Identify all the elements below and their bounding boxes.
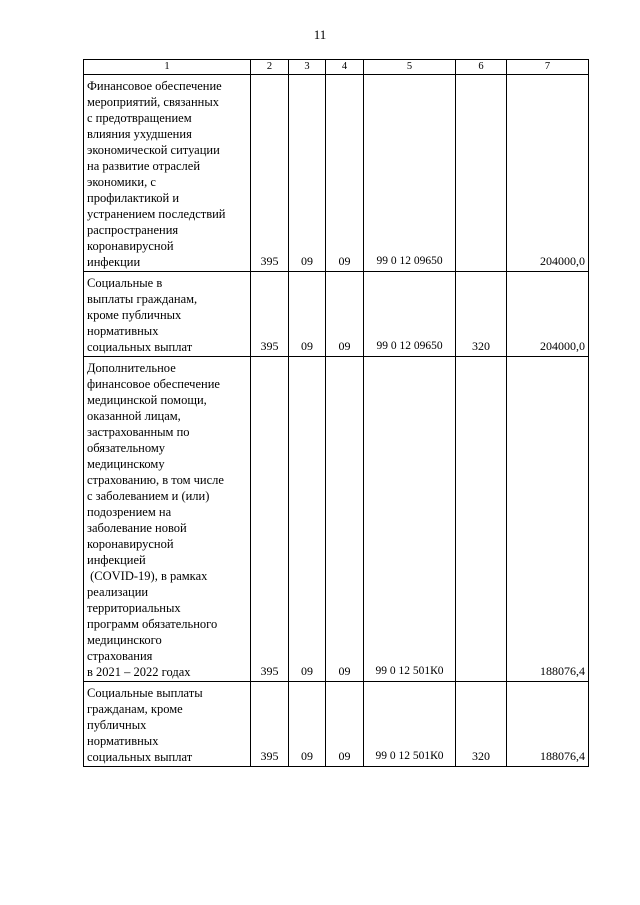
amount: 188076,4: [507, 682, 589, 767]
header-cell: 4: [326, 60, 364, 75]
description-line: страхования: [87, 649, 153, 663]
header-cell: 3: [289, 60, 326, 75]
description-line: публичных: [87, 718, 147, 732]
target-article-code: 99 0 12 09650: [364, 272, 456, 357]
subsection-code: 09: [326, 75, 364, 272]
amount: 204000,0: [507, 272, 589, 357]
description-line: в 2021 – 2022 годах: [87, 665, 191, 679]
description-line: Дополнительное: [87, 361, 176, 375]
amount: 188076,4: [507, 357, 589, 682]
description-line: экономической ситуации: [87, 143, 220, 157]
section-code: 09: [289, 75, 326, 272]
subsection-code: 09: [326, 682, 364, 767]
expense-type-code: 320: [456, 272, 507, 357]
target-article-code: 99 0 12 501К0: [364, 357, 456, 682]
description-line: инфекцией: [87, 553, 146, 567]
ministry-code: 395: [251, 682, 289, 767]
description-line: социальных выплат: [87, 340, 193, 354]
row-description: [84, 272, 251, 357]
description-line: экономики, с: [87, 175, 156, 189]
section-code: 09: [289, 272, 326, 357]
table-row: [84, 357, 589, 682]
target-article-code: 99 0 12 501К0: [364, 682, 456, 767]
description-line: устранением последствий: [87, 207, 226, 221]
description-line: гражданам, кроме: [87, 702, 183, 716]
description-line: нормативных: [87, 324, 159, 338]
description-line: нормативных: [87, 734, 159, 748]
description-line: обязательному: [87, 441, 166, 455]
description-line: социальных выплат: [87, 750, 193, 764]
header-cell: 5: [364, 60, 456, 75]
amount: 204000,0: [507, 75, 589, 272]
description-line: с предотвращением: [87, 111, 192, 125]
description-line: профилактикой и: [87, 191, 180, 205]
row-description: [84, 75, 251, 272]
description-line: реализации: [87, 585, 149, 599]
description-line: заболевание новой: [87, 521, 187, 535]
header-cell: 2: [251, 60, 289, 75]
target-article-code: 99 0 12 09650: [364, 75, 456, 272]
ministry-code: 395: [251, 357, 289, 682]
table-row: [84, 682, 589, 767]
description-line: влияния ухудшения: [87, 127, 192, 141]
page-number: 11: [313, 27, 327, 42]
expense-type-code: 320: [456, 682, 507, 767]
expense-type-code: [456, 357, 507, 682]
description-line: медицинскому: [87, 457, 165, 471]
table-row: [84, 272, 589, 357]
table-row: [84, 75, 589, 272]
description-line: Финансовое обеспечение: [87, 79, 222, 93]
description-line: коронавирусной: [87, 239, 174, 253]
description-line: подозрением на: [87, 505, 172, 519]
ministry-code: 395: [251, 75, 289, 272]
description-line: оказанной лицам,: [87, 409, 181, 423]
description-line: застрахованным по: [87, 425, 190, 439]
description-line: инфекции: [87, 255, 141, 269]
description-line: страхованию, в том числе: [87, 473, 224, 487]
description-line: (COVID-19), в рамках: [87, 569, 208, 583]
budget-table: [83, 59, 589, 767]
subsection-code: 09: [326, 357, 364, 682]
description-line: медицинского: [87, 633, 162, 647]
description-line: финансовое обеспечение: [87, 377, 220, 391]
section-code: 09: [289, 357, 326, 682]
description-line: коронавирусной: [87, 537, 174, 551]
expense-type-code: [456, 75, 507, 272]
ministry-code: 395: [251, 272, 289, 357]
header-cell: 6: [456, 60, 507, 75]
description-line: кроме публичных: [87, 308, 182, 322]
description-line: программ обязательного: [87, 617, 218, 631]
description-line: распространения: [87, 223, 179, 237]
header-cell: 1: [84, 60, 251, 75]
description-line: на развитие отраслей: [87, 159, 201, 173]
description-line: Социальные в: [87, 276, 163, 290]
row-description: [84, 357, 251, 682]
description-line: выплаты гражданам,: [87, 292, 198, 306]
description-line: с заболеванием и (или): [87, 489, 210, 503]
table-header-row: [84, 60, 589, 75]
header-cell: 7: [507, 60, 589, 75]
description-line: медицинской помощи,: [87, 393, 207, 407]
description-line: мероприятий, связанных: [87, 95, 219, 109]
row-description: [84, 682, 251, 767]
description-line: Социальные выплаты: [87, 686, 203, 700]
subsection-code: 09: [326, 272, 364, 357]
description-line: территориальных: [87, 601, 181, 615]
section-code: 09: [289, 682, 326, 767]
